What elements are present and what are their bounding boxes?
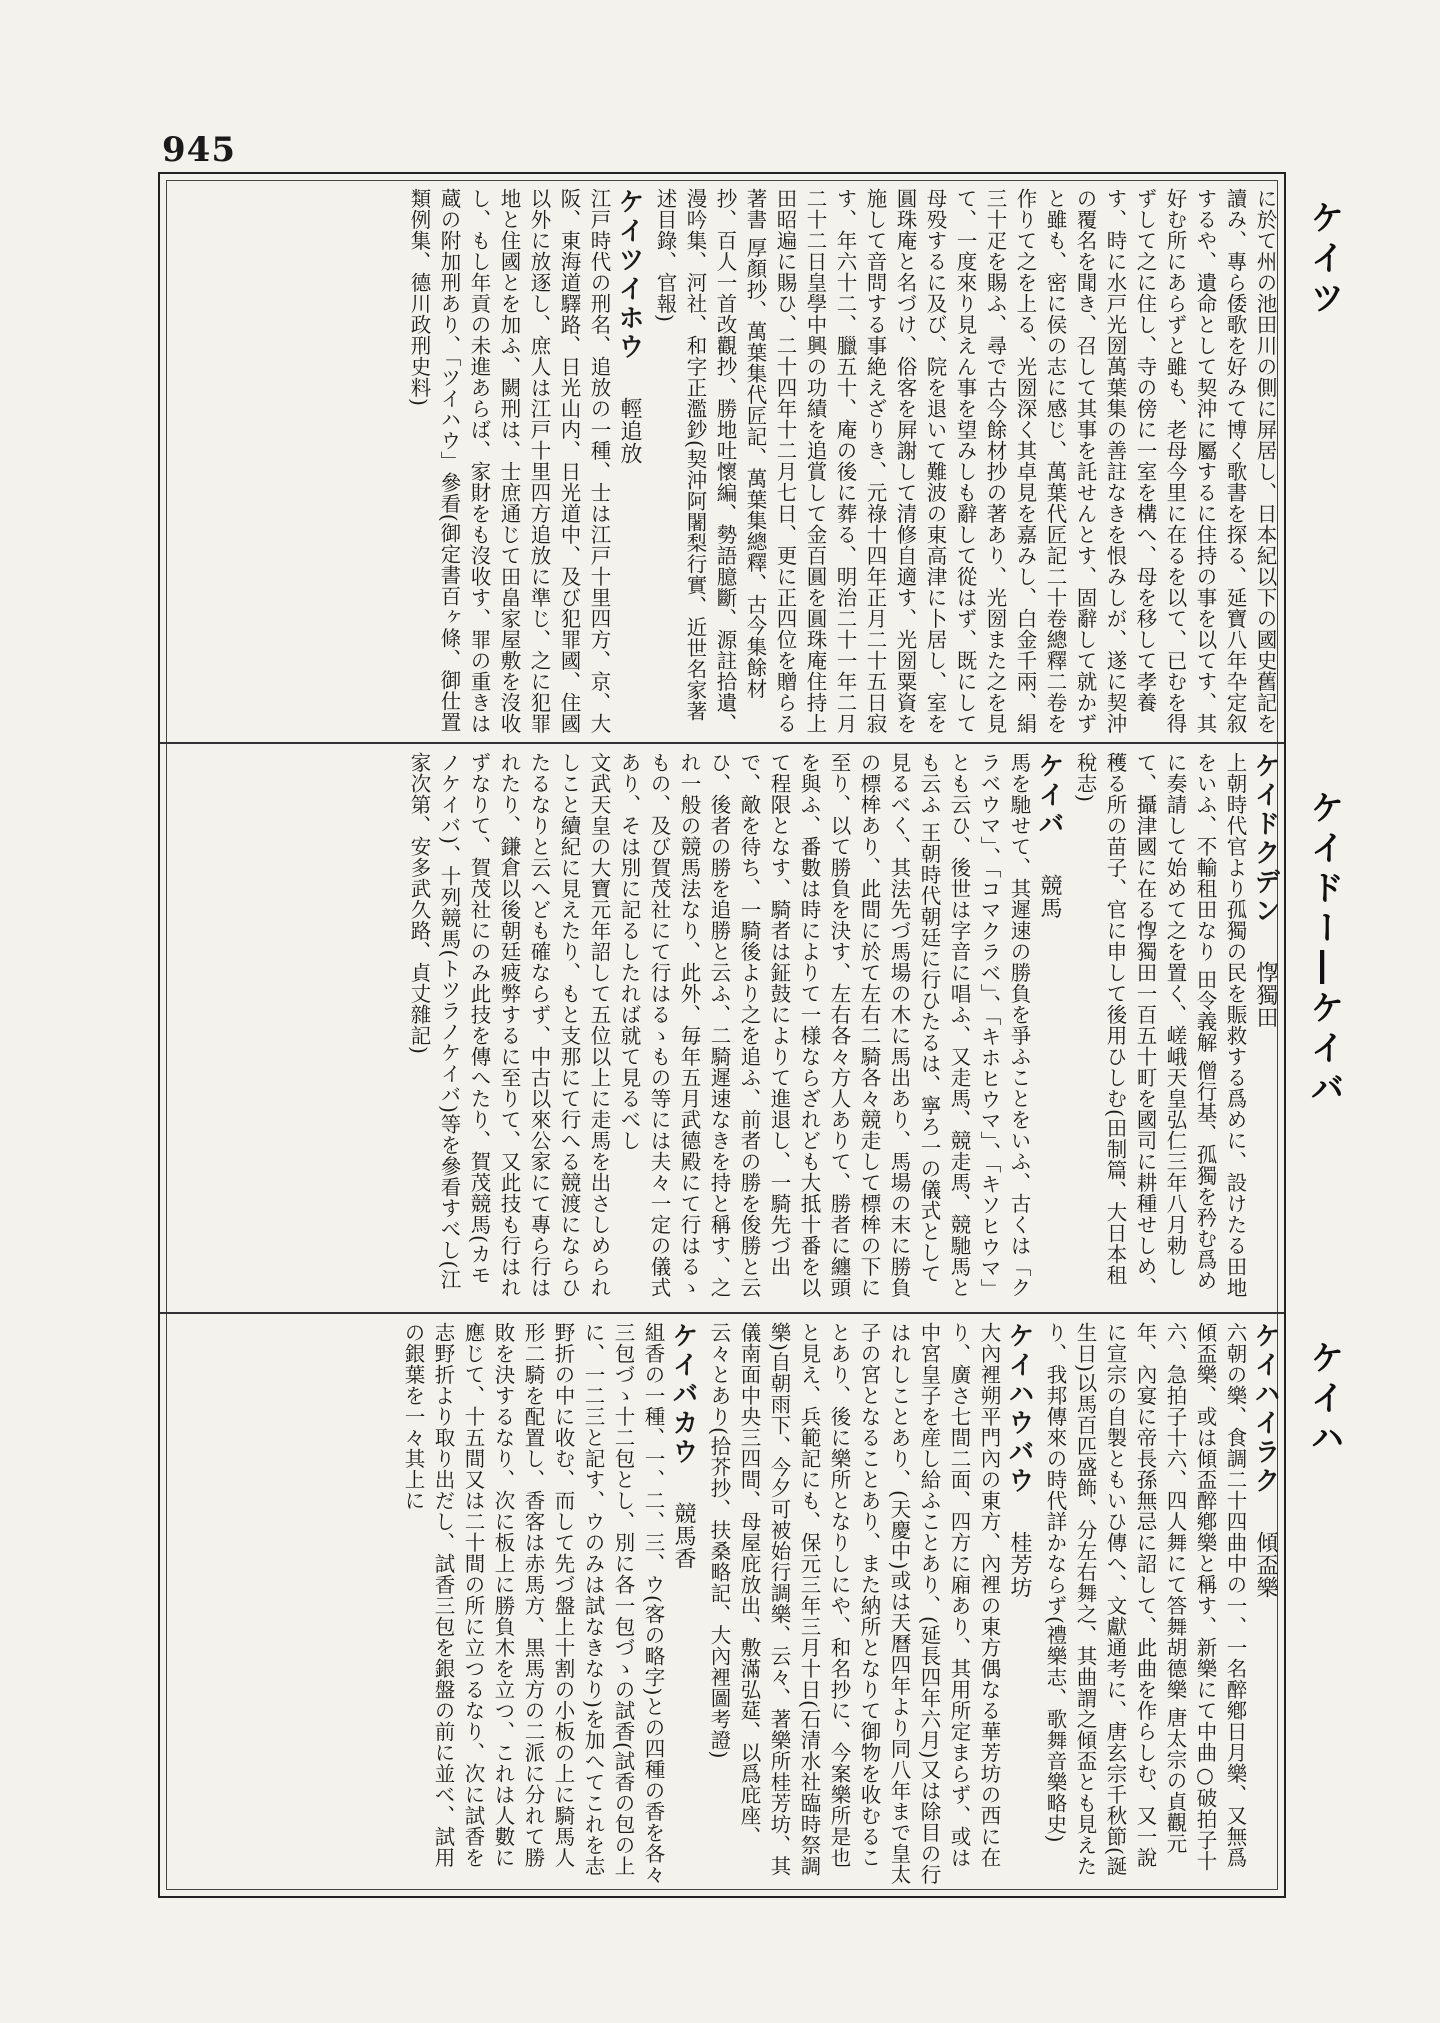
paragraph: 組香の一種、一、二、三、ウ(客の略字)との四種の香を各々三包づゝ十二包とし、別に各一包づゝの試香(試香の包の上に、一二三と記す、ウのみは試なきなり)を加へてこれを志野折の中に收む、而して先づ盤上十割の小板の上に騎馬人形二騎を配置し、香客は赤馬方、黒馬方の二派に分れて勝敗を決するなり、次に板上に勝負木を立つ、これは人數に應じて、十五間又は二十間の所に立つるなり、次に試香を志野折より取り出だし、試香三包を銀盤の前に並べ、試用の銀葉を一々其上に xyxy=(401,1322,665,1885)
paragraph: 著書 厚顏抄、萬葉集代匠記、萬葉集總釋、古今集餘材抄、百人一首改觀抄、勝地吐懷編、勢語臆斷、源註拾遺、漫吟集、河社、和字正濫鈔(契沖阿闍梨行實、近世名家著述目錄、官報) xyxy=(653,188,767,734)
section-top xyxy=(168,188,1280,734)
headword-kanji: 傾盃樂 xyxy=(1253,1531,1278,1599)
headword: ケイハイラク xyxy=(1250,1322,1280,1496)
divider-upper xyxy=(160,742,1284,744)
paragraph: に於て州の池田川の側に屏居し、日本紀以下の國史舊記を讀み、專ら倭歌を好みて博く歌書を探る、延寶八年卆定叙するや、遺命として契沖に屬するに住持の事を以てす、其好む所にあらずと雖も、老母今里に在るを以て、已むを得ずして之に住し、寺の傍に一室を構へ、母を移して孝養す、時に水戸光圀萬葉集の善註なきを恨みしが、遂に契沖の覆名を聞き、召して其事を託せんとす、固辭して就かずと雖も、密に侯の志に感じ、萬葉代匠記二十卷總釋二卷を作りて之を上る、光圀深く其卓見を嘉みし、白金千兩、絹三十疋を賜ふ、尋で古今餘材抄の著あり、光圀また之を見て、一度來り見えん事を望みしも辭して從はず、既にして母殁するに及び、院を退いて難波の東高津に卜居し、室を圓珠庵と名づけ、俗客を屛謝して清修自適す、光圀粟資を施して音問する事絶えざりき、元祿十四年正月二十五日寂す、年六十二、臘五十、庵の後に葬る、明治二十一年二月二十二日皇學中興の功績を追賞して金百圓を圓珠庵住持上田昭遍に賜ひ、二十四年十二月七日、更に正四位を贈らる xyxy=(773,188,1277,734)
running-head-middle: ケイドー―ケイバ xyxy=(1304,790,1344,1110)
section-bottom xyxy=(168,1322,1280,1888)
headword-kanji: 競馬香 xyxy=(671,1502,696,1570)
entry-keihairaku xyxy=(1040,1322,1280,1888)
entry-top-cont xyxy=(650,188,1280,734)
paragraph: 六朝の樂、食調二十四曲中の一、一名醉鄕日月樂、又無爲傾盃樂、或は傾盃醉鄕樂と稱す、新樂にて中曲○破拍子十六、急拍子十六、四人舞にて答舞胡德樂 唐太宗の貞觀元年、內宴に帝長孫無忌に詔して、此曲を作らしむ、又一說に宣宗の自製ともいひ傳へ、文獻通考に、唐玄宗千秋節(誕生日)以馬百匹盛飾、分左右舞之、其曲謂之傾盃とも見えたり、我邦傳來の時代詳かならず(禮樂志、歌舞音樂略史) xyxy=(1043,1322,1247,1877)
headword: ケイツイホウ xyxy=(614,188,644,362)
headword-kanji: 輕追放 xyxy=(617,397,642,465)
entry-keidokuden xyxy=(1070,752,1280,1304)
paragraph: 上朝時代官より孤獨の民を賑救する爲めに、設けたる田地をいふ、不輸租田なり 田令義解 僧行基、孤獨を矜む爲めに奏請して始めて之を置く、嵯峨天皇弘仁三年八月勅して、攝津國に在る惸獨田一百五十町を國司に耕種せしめ、穫る所の苗子、官に申して後用ひしむ(田制篇、大日本租稅志) xyxy=(1073,752,1247,1298)
divider-lower xyxy=(160,1312,1284,1314)
section-middle xyxy=(168,752,1280,1304)
page-number: 945 xyxy=(162,130,236,170)
headword: ケイドクデン xyxy=(1250,752,1280,926)
paragraph: 大內裡朔平門內の東方、內裡の東方偶なる華芳坊の西に在り、廣さ七間二面、四方に廂あり、其用所定まらず、或は中宮皇子を産し給ふことあり、(延長四年六月)又は除目の行はれしことあり、(天慶中)或は天曆四年より同八年まで皇太子の宮となることあり、また納所となりて御物を收むることあり、後に樂所となりしにや、和名抄に、今案樂所是也と見え、兵範記にも、保元三年三月十日(石清水社臨時祭調樂)自朝雨下、今夕可被始行調樂、云々、著樂所桂芳坊、其儀南面中央三四間、母屋庇放出、敷滿弘莚、以爲庇座、云々とあり(拾芥抄、扶桑略記、大內裡圖考證) xyxy=(707,1322,1001,1885)
entry-keihoubou xyxy=(704,1322,1034,1888)
entry-keibakou xyxy=(398,1322,698,1888)
running-head-bottom: ケイハ xyxy=(1304,1340,1344,1460)
headword: ケイバカウ xyxy=(668,1322,698,1467)
page-frame xyxy=(158,172,1286,1898)
headword: ケイハウバウ xyxy=(1004,1322,1034,1496)
headword-kanji: 桂芳坊 xyxy=(1007,1531,1032,1599)
paragraph: 文武天皇の大寶元年詔して五位以上に走馬を出さしめられしこと續紀に見えたり、もと支那にて行へる競渡にならひたるなりと云へども確ならず、中古以來公家にて專ら行はれたり、鎌倉以後朝廷疲弊するに至りて、又此技も行はれずなりて、賀茂社にのみ此技を傳へたり、賀茂競馬(カモノケイバ)、十列競馬(トツラノケイバ)等を參看すべし(江家次第、安多武久路、貞丈雜記) xyxy=(407,752,611,1298)
headword: ケイバ xyxy=(1034,752,1064,839)
headword-kanji: 競馬 xyxy=(1037,874,1062,920)
entry-keiba xyxy=(404,752,1064,1304)
headword-kanji: 惸獨田 xyxy=(1253,961,1278,1029)
entry-keitsu-shuho xyxy=(404,188,644,734)
paragraph: 江戸時代の刑名、追放の一種、士は江戸十里四方、京、大阪、東海道驛路、日光山内、日光道中、及び犯罪國、住國以外に放逐し、庶人は江戸十里四方追放に準じ、之に犯罪地と住國とを加ふ、闕刑は、士庶通じて田畠家屋敷を沒收し、もし年貢の未進あらば、家財をも沒收す、罪の重きは蔵の附加刑あり、「ツイハウ」參看(御定書百ヶ條、御仕置類例集、德川政刑史料) xyxy=(407,188,611,734)
running-head-top: ケイツ xyxy=(1304,200,1344,320)
paragraph: 馬を馳せて、其遲速の勝負を爭ふことをいふ、古くは「クラベウマ」、「コマクラベ」、「キホヒウマ」、「キソヒウマ」とも云ひ、後世は字音に唱ふ、又走馬、競走馬、競馳馬とも云ふ 王朝時代朝廷に行ひたるは、寧ろ一の儀式として見るべく、其法先づ馬場の木に馬出あり、馬場の末に勝負の標桙あり、此間に於て左右二騎各々競走して標桙の下に至り、以て勝負を決す、左右各々方人ありて、勝者に纏頭を與ふ、番數は時によりて一様ならざれども大抵十番を以て程限となす、騎者は鉦鼓によりて進退し、一騎先づ出で、敵を待ち、一騎後より之を追ふ、前者の勝を俊勝と云ひ、後者の勝を追勝と云ふ、二騎遲速なきを持と稱す、之れ一般の競馬法なり、此外、毎年五月武德殿にて行はるゝもの、及び賀茂社にて行はるゝもの等には夫々一定の儀式あり、そは別に記るしたれば就て見るべし xyxy=(617,752,1031,1300)
